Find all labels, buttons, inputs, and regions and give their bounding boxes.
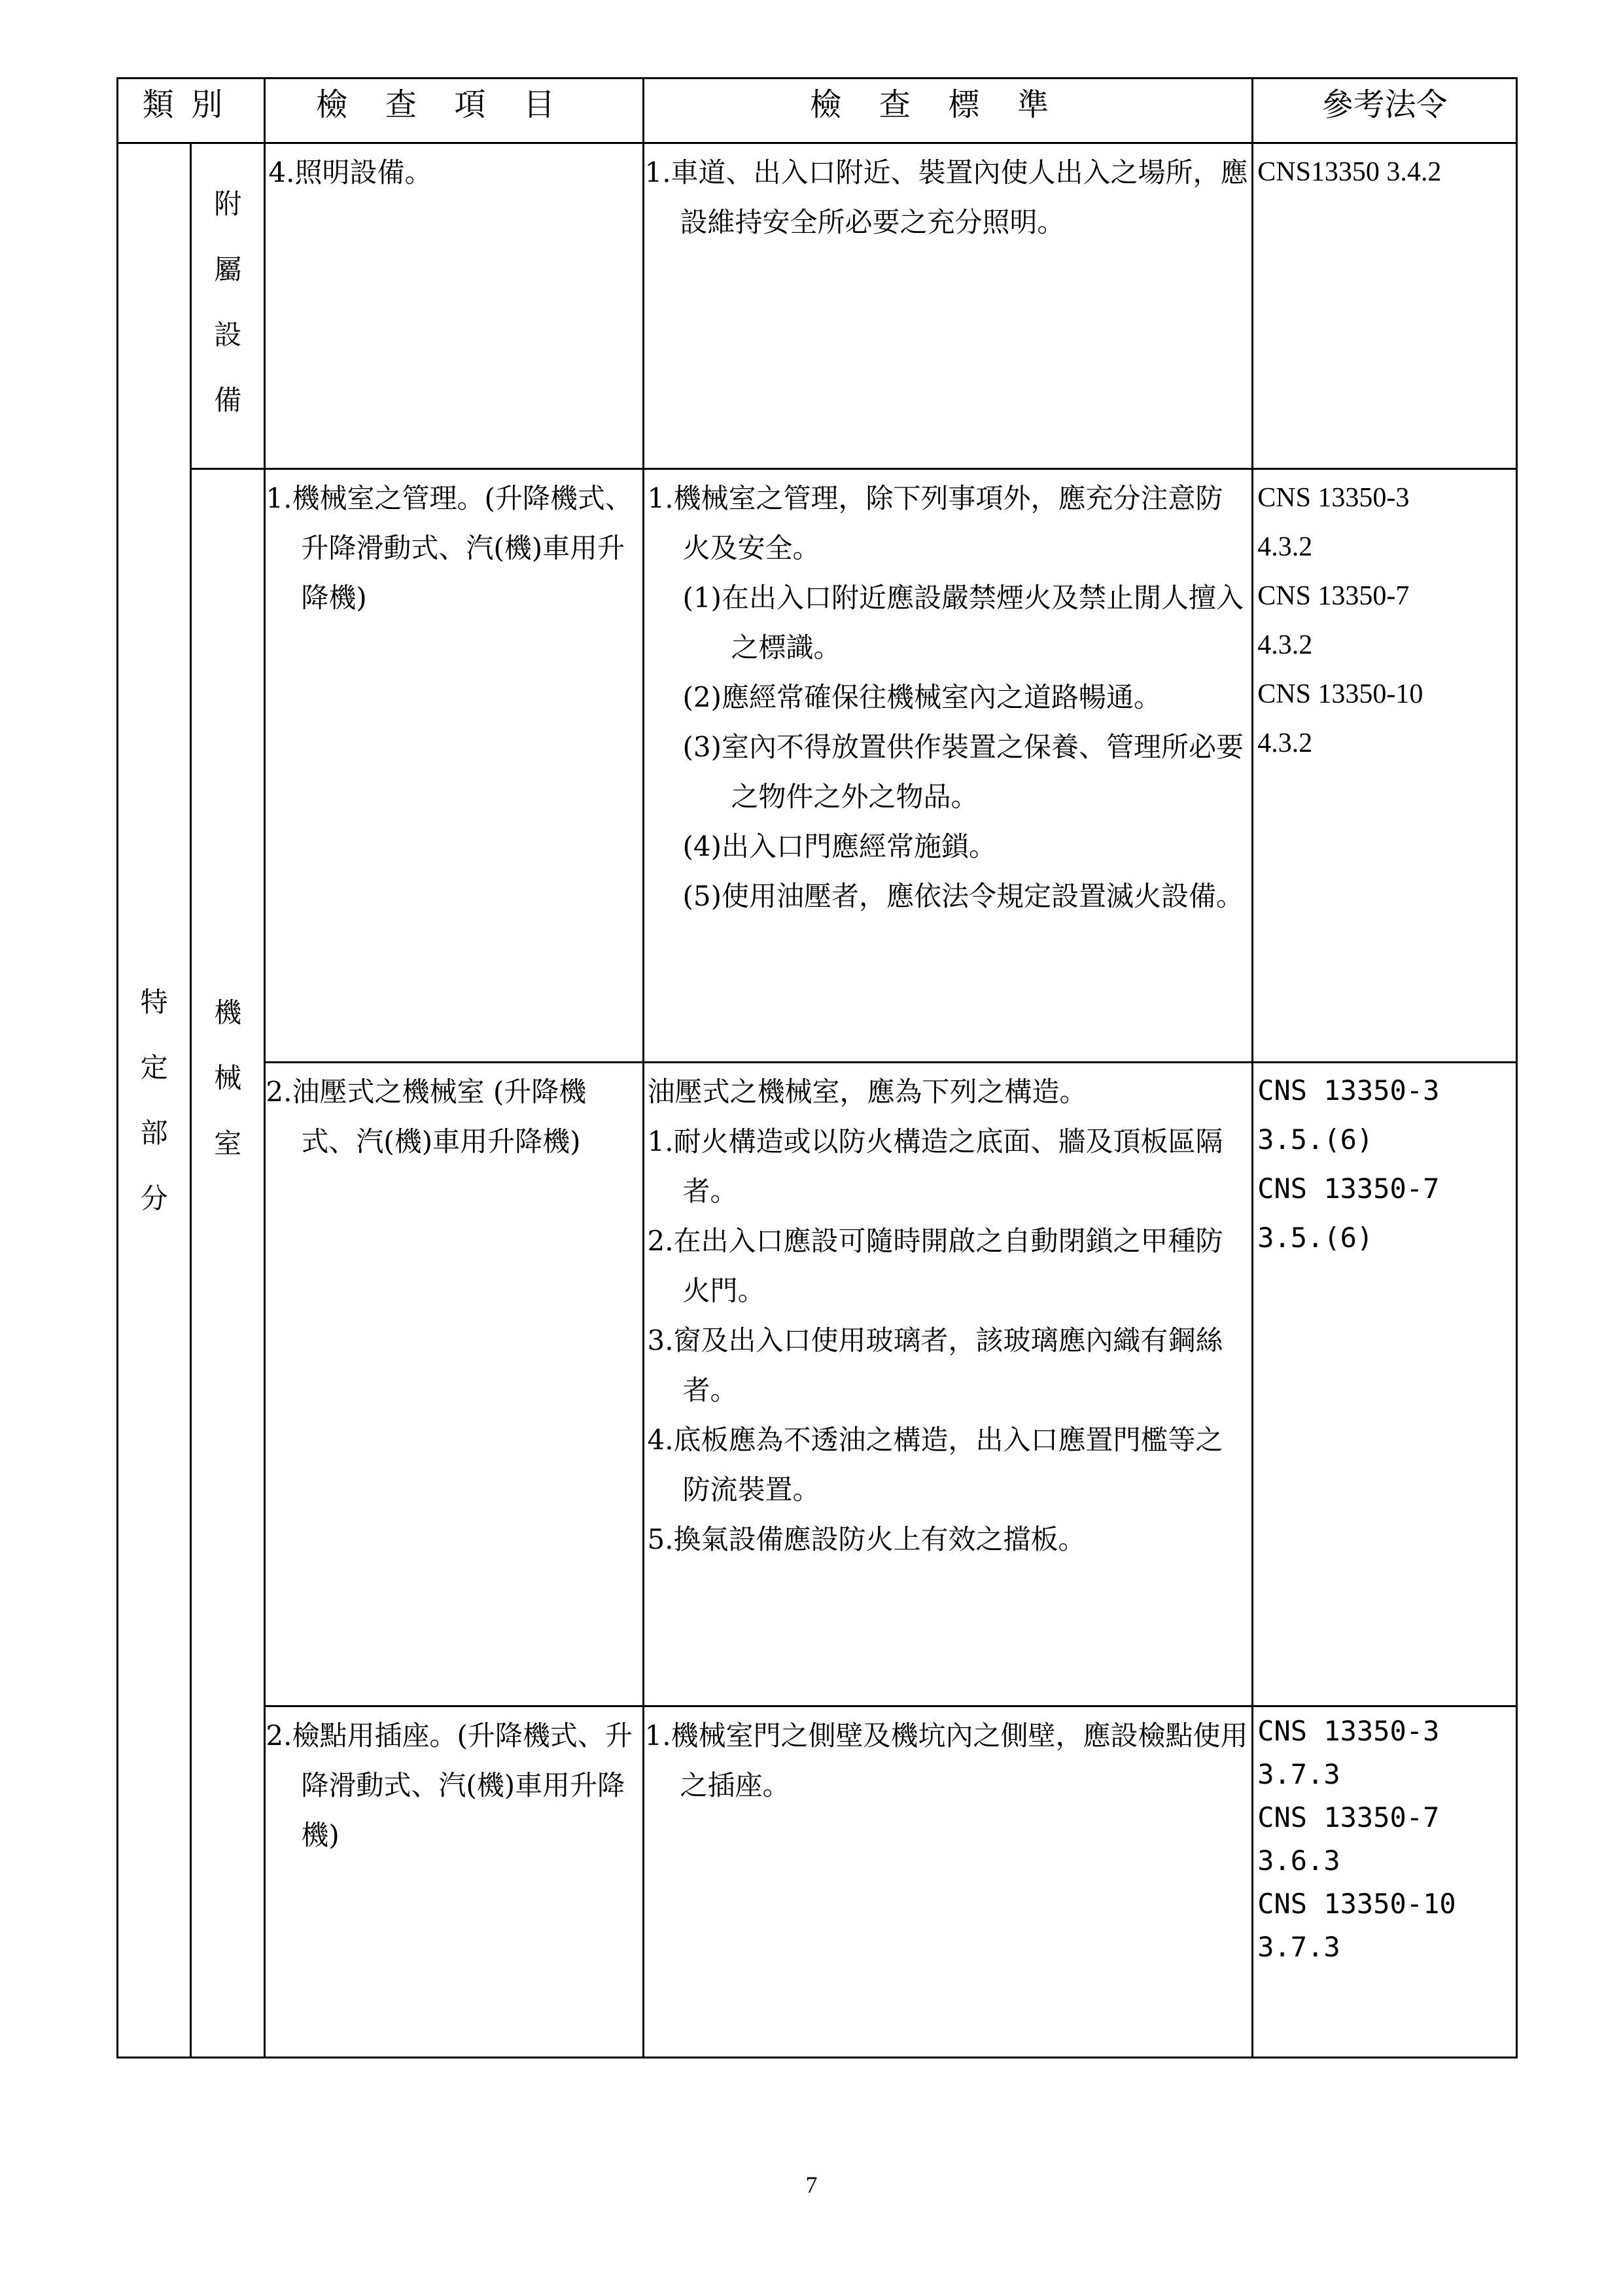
table-row bbox=[118, 1063, 1517, 1706]
table-row bbox=[118, 143, 1517, 469]
page-number: 7 bbox=[805, 2172, 818, 2198]
standard-cell: 1.車道、出入口附近、裝置內使人出入之場所，應設維持安全所必要之充分照明。 bbox=[644, 143, 1253, 469]
table-header-row bbox=[118, 79, 1517, 143]
subcategory-machine-room-cell bbox=[191, 469, 265, 2058]
law-cell: CNS 13350-3 4.3.2 CNS 13350-7 4.3.2 CNS 13350-10 4.3.2 bbox=[1253, 469, 1517, 1063]
category-main-cell bbox=[118, 143, 191, 2058]
item-cell: 2.檢點用插座。(升降機式、升降滑動式、汽(機)車用升降機) bbox=[265, 1706, 644, 2058]
subcategory-machine-room-label: 機 械 室 bbox=[214, 997, 242, 1159]
table-row bbox=[118, 469, 1517, 1063]
standard-cell: 1.機械室門之側壁及機坑內之側壁，應設檢點使用之插座。 bbox=[644, 1706, 1253, 2058]
subcategory-accessory-label: 附 屬 設 備 bbox=[214, 188, 242, 416]
inspection-table bbox=[116, 77, 1518, 2058]
item-cell: 2.油壓式之機械室 (升降機式、汽(機)車用升降機) bbox=[265, 1063, 644, 1706]
table-row bbox=[118, 1706, 1517, 2058]
header-item: 檢查項目 bbox=[265, 79, 644, 143]
law-cell: CNS 13350-3 3.5.(6) CNS 13350-7 3.5.(6) bbox=[1253, 1063, 1517, 1706]
header-law: 參考法令 bbox=[1253, 79, 1517, 143]
subcategory-accessory-cell bbox=[191, 143, 265, 469]
standard-cell: 油壓式之機械室，應為下列之構造。 1.耐火構造或以防火構造之底面、牆及頂板區隔者。 2.在出入口應設可隨時開啟之自動閉鎖之甲種防火門。 3.窗及出入口使用玻璃者，該玻璃應內織有鋼絲者。 4.底板應為不透油之構造，出入口應置門檻等之防流裝置。 5.換氣設備應設防火上有效之擋板。 bbox=[644, 1063, 1253, 1706]
standard-cell: 1.機械室之管理，除下列事項外，應充分注意防火及安全。 (1)在出入口附近應設嚴禁煙火及禁止閒人擅入之標識。 (2)應經常確保往機械室內之道路暢通。 (3)室內不得放置供作裝置之保養、管理所必要之物件之外之物品。 (4)出入口門應經常施鎖。 (5)使用油壓者，應依法令規定設置滅火設備。 bbox=[644, 469, 1253, 1063]
category-main-label: 特 定 部 分 bbox=[140, 985, 168, 1214]
header-category: 類別 bbox=[118, 79, 265, 143]
item-cell: 4.照明設備。 bbox=[265, 143, 644, 469]
law-cell: CNS13350 3.4.2 bbox=[1253, 143, 1517, 469]
header-standard: 檢查標準 bbox=[644, 79, 1253, 143]
law-cell: CNS 13350-3 3.7.3 CNS 13350-7 3.6.3 CNS 13350-10 3.7.3 bbox=[1253, 1706, 1517, 2058]
item-cell: 1.機械室之管理。(升降機式、升降滑動式、汽(機)車用升降機) bbox=[265, 469, 644, 1063]
